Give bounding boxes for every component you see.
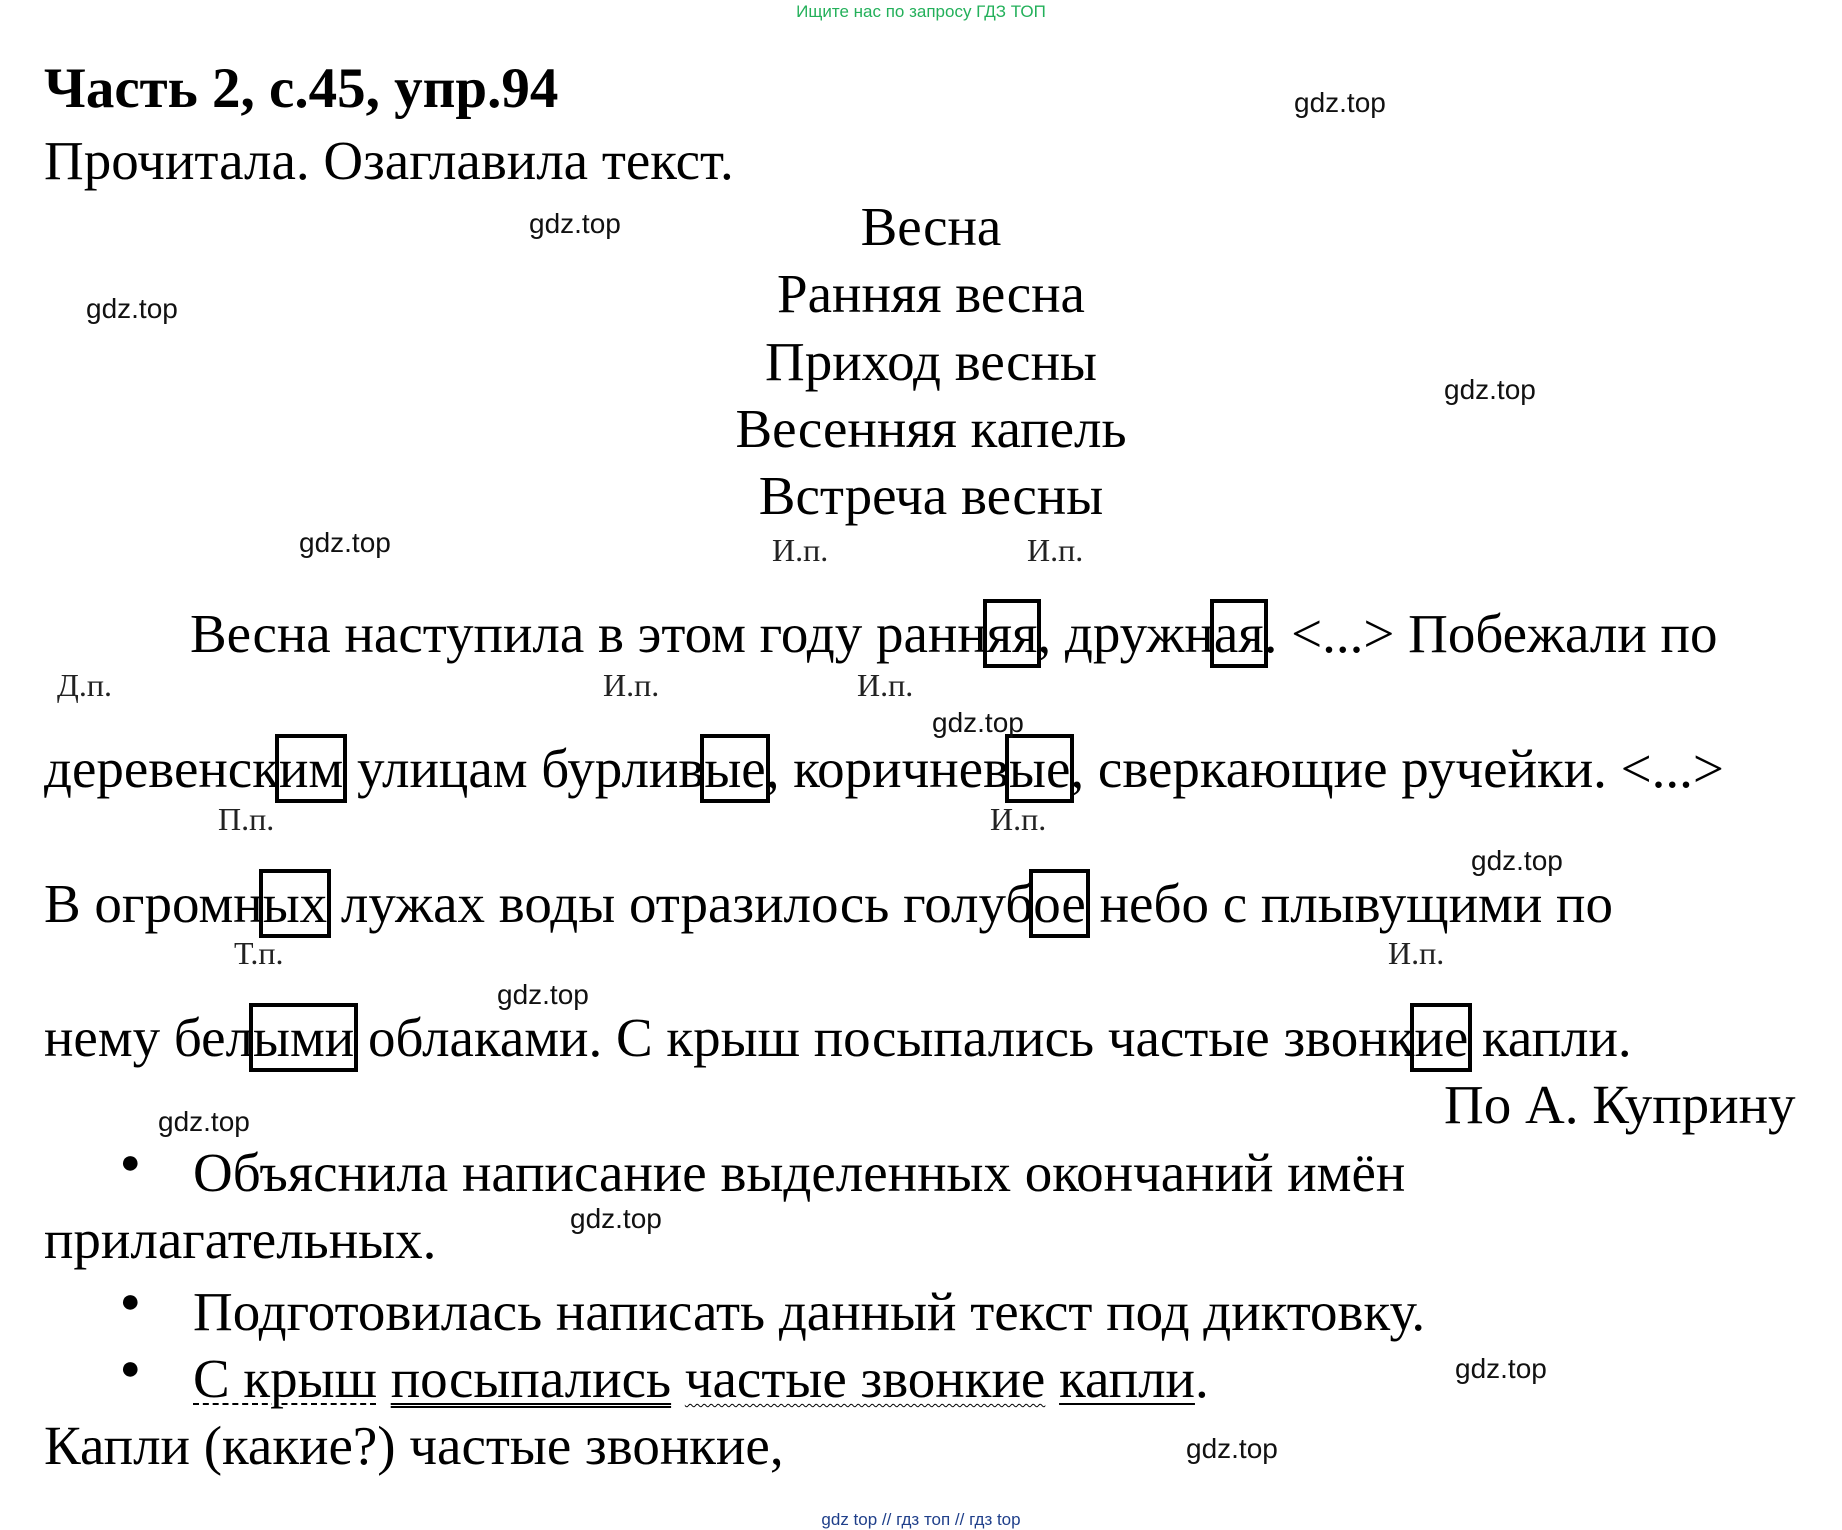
case-label: П.п. bbox=[218, 801, 275, 837]
text-line-4: нему белыми облаками. С крыш посыпались частые звонкие капли. bbox=[44, 1007, 1632, 1068]
case-label: И.п. bbox=[1027, 532, 1084, 568]
case-label: И.п. bbox=[990, 801, 1047, 837]
watermark: gdz.top bbox=[1444, 374, 1536, 405]
last-line: Капли (какие?) частые звонкие, bbox=[44, 1415, 784, 1476]
ending-box: яя bbox=[986, 603, 1038, 664]
case-label: Т.п. bbox=[234, 935, 284, 971]
title-option-1: Весна bbox=[860, 196, 1002, 257]
title-option-4: Весенняя капель bbox=[735, 398, 1127, 459]
watermark: gdz.top bbox=[1294, 87, 1386, 118]
bottom-note: gdz top // гдз топ // гдз top bbox=[821, 1510, 1021, 1529]
case-label: И.п. bbox=[857, 667, 914, 703]
adverbial-word: С крыш bbox=[193, 1348, 377, 1409]
ending-box: ая bbox=[1213, 603, 1264, 664]
ending-box: ые bbox=[1009, 738, 1071, 799]
page-title: Часть 2, с.45, упр.94 bbox=[44, 57, 559, 120]
text-line-2: деревенским улицам бурливые, коричневые, сверкающие ручейки. <...> bbox=[44, 738, 1724, 799]
task-2: Подготовилась написать данный текст под диктовку. bbox=[193, 1281, 1426, 1342]
watermark: gdz.top bbox=[529, 208, 621, 239]
text-line-3: В огромных лужах воды отразилось голубое небо с плывущими по bbox=[44, 873, 1613, 934]
watermark: gdz.top bbox=[86, 293, 178, 324]
watermark: gdz.top bbox=[299, 527, 391, 558]
ending-box: им bbox=[278, 738, 344, 799]
ending-box: ое bbox=[1033, 873, 1086, 934]
title-option-5: Встреча весны bbox=[758, 465, 1104, 526]
subject-word: капли bbox=[1059, 1348, 1195, 1409]
watermark: gdz.top bbox=[1471, 845, 1563, 876]
watermark: gdz.top bbox=[1186, 1433, 1278, 1464]
watermark: gdz.top bbox=[570, 1203, 662, 1234]
case-label: И.п. bbox=[1388, 935, 1445, 971]
watermark: gdz.top bbox=[932, 707, 1024, 738]
watermark: gdz.top bbox=[158, 1106, 250, 1137]
text-line-1: Весна наступила в этом году ранняя, дружная. <...> Побежали по bbox=[190, 603, 1718, 664]
task-1: Объяснила написание выделенных окончаний имён bbox=[193, 1142, 1406, 1203]
ending-box: ие bbox=[1414, 1007, 1469, 1068]
task-3-sentence: С крыш посыпались частые звонкие капли. bbox=[193, 1348, 1209, 1409]
title-option-2: Ранняя весна bbox=[777, 263, 1085, 324]
case-label: Д.п. bbox=[57, 667, 112, 703]
intro-text: Прочитала. Озаглавила текст. bbox=[44, 130, 734, 191]
author-attribution: По А. Куприну bbox=[1444, 1074, 1796, 1135]
bullet-icon: ● bbox=[120, 1350, 141, 1387]
top-note: Ищите нас по запросу ГДЗ ТОП bbox=[796, 2, 1046, 21]
bullet-icon: ● bbox=[120, 1283, 141, 1320]
ending-box: ыми bbox=[253, 1007, 355, 1068]
attribute-words: частые звонкие bbox=[684, 1348, 1046, 1409]
bullet-icon: ● bbox=[120, 1144, 141, 1181]
case-label: И.п. bbox=[603, 667, 660, 703]
case-label: И.п. bbox=[772, 532, 829, 568]
watermark: gdz.top bbox=[497, 979, 589, 1010]
ending-box: ые bbox=[704, 738, 766, 799]
watermark: gdz.top bbox=[1455, 1353, 1547, 1384]
task-1-continued: прилагательных. bbox=[44, 1209, 437, 1270]
title-option-3: Приход весны bbox=[765, 331, 1097, 392]
ending-box: ых bbox=[262, 873, 328, 934]
predicate-word: посыпались bbox=[390, 1348, 672, 1409]
